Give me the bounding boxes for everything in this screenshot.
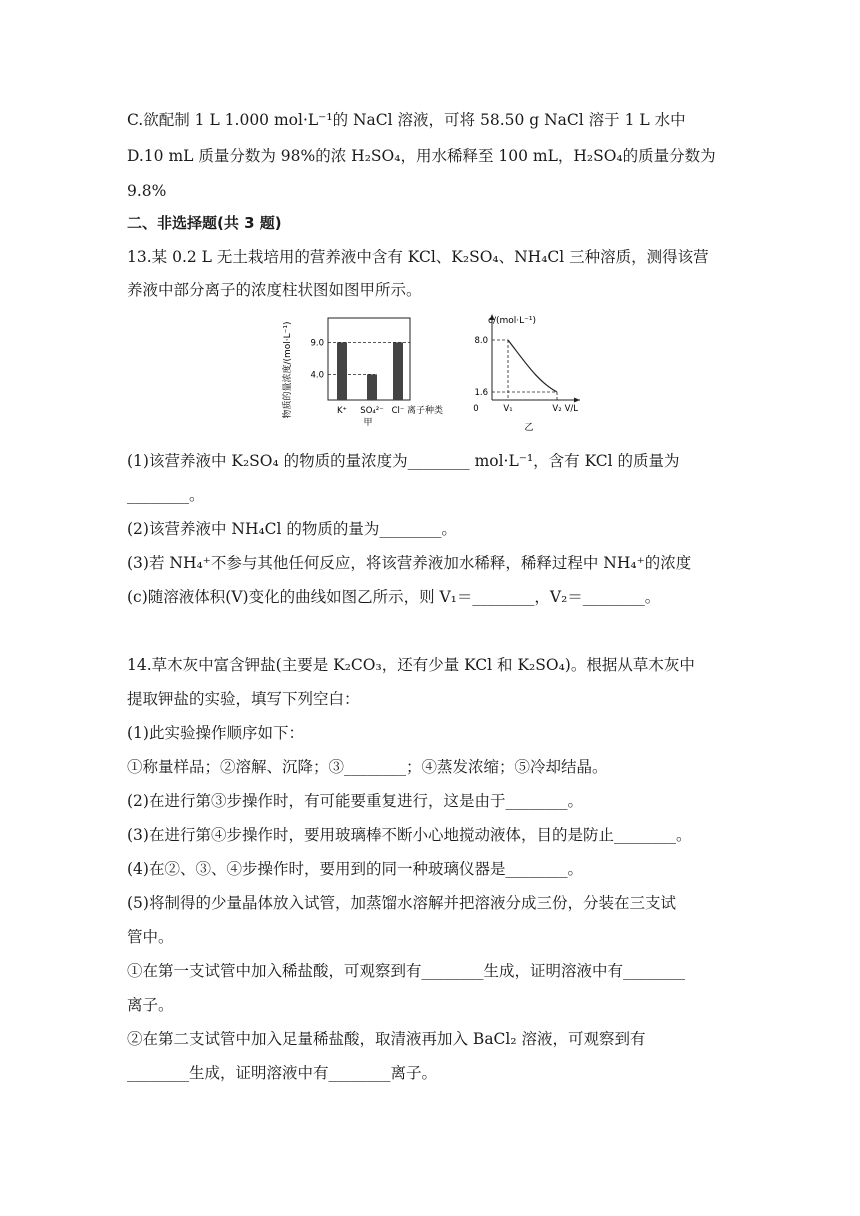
q13-stem-line2: 养液中部分离子的浓度柱状图如图甲所示。	[127, 281, 422, 299]
yi-origin: 0	[473, 404, 479, 414]
q14-stem-line1: 14.草木灰中富含钾盐(主要是 K₂CO₃，还有少量 KCl 和 K₂SO₄)。根据从草木灰中	[127, 656, 695, 674]
figure-svg	[280, 310, 580, 435]
curve-chart-yi	[473, 314, 580, 433]
jia-bar-2	[393, 342, 403, 400]
q13-stem-line1: 13.某 0.2 L 无土栽培用的营养液中含有 KCl、K₂SO₄、NH₄Cl 三种溶质，测得该营	[127, 248, 709, 266]
jia-category-label: SO₄²⁻	[360, 406, 384, 416]
jia-bar-1	[367, 374, 377, 400]
jia-category-label: K⁺	[336, 406, 348, 416]
option-d-line2: 9.8%	[127, 182, 167, 200]
q14-part4: (4)在②、③、④步操作时，要用到的同一种玻璃仪器是________。	[127, 860, 583, 878]
jia-category-label: Cl⁻	[391, 406, 405, 416]
yi-xtick-v1: V₁	[503, 404, 513, 414]
jia-ylabel: 物质的量浓度/(mol·L⁻¹)	[283, 321, 293, 419]
q14-part5-line1: (5)将制得的少量晶体放入试管，加蒸馏水溶解并把溶液分成三份，分装在三支试	[127, 894, 676, 912]
jia-xlabel: 离子种类	[406, 406, 444, 416]
q14-part3: (3)在进行第④步操作时，要用玻璃棒不断小心地搅动液体，目的是防止________。	[127, 826, 692, 844]
q13-part1-line1: (1)该营养液中 K₂SO₄ 的物质的量浓度为________ mol·L⁻¹，含有 KCl 的质量为	[127, 452, 680, 470]
yi-x-arrow	[574, 398, 580, 403]
q13-part3-line2: (c)随溶液体积(V)变化的曲线如图乙所示，则 V₁＝________，V₂＝________。	[127, 588, 661, 606]
q13-part1-line2: ________。	[127, 486, 205, 504]
option-d-line1: D.10 mL 质量分数为 98%的浓 H₂SO₄，用水稀释至 100 mL，H₂SO₄的质量分数为	[127, 147, 716, 165]
q14-part5-2-line1: ②在第二支试管中加入足量稀盐酸，取清液再加入 BaCl₂ 溶液，可观察到有	[127, 1030, 646, 1048]
q14-part5-1-line1: ①在第一支试管中加入稀盐酸，可观察到有________生成，证明溶液中有________	[127, 962, 686, 980]
bar-chart-jia	[281, 318, 443, 428]
jia-ytick-label: 9.0	[310, 338, 324, 349]
q14-part1: (1)此实验操作顺序如下：	[127, 724, 304, 742]
q14-part2: (2)在进行第③步操作时，有可能要重复进行，这是由于________。	[127, 792, 583, 810]
yi-xtick-v2: V₂	[552, 404, 562, 414]
q14-part5-2-line2: ________生成，证明溶液中有________离子。	[127, 1064, 438, 1082]
q14-part5-1-line2: 离子。	[127, 996, 174, 1014]
section-heading: 二、非选择题(共 3 题)	[127, 214, 282, 232]
q14-part5-line2: 管中。	[127, 928, 174, 946]
jia-bar-0	[337, 342, 347, 400]
jia-caption: 甲	[363, 418, 373, 428]
yi-caption: 乙	[524, 423, 534, 433]
yi-ytick-8: 8.0	[474, 336, 488, 346]
q13-figures	[280, 310, 580, 439]
jia-ytick-label: 4.0	[310, 370, 324, 381]
q13-part2: (2)该营养液中 NH₄Cl 的物质的量为________。	[127, 520, 457, 538]
q14-stem-line2: 提取钾盐的实验，填写下列空白：	[127, 690, 360, 708]
yi-ylabel: c/(mol·L⁻¹)	[488, 316, 537, 326]
option-c: C.欲配制 1 L 1.000 mol·L⁻¹的 NaCl 溶液，可将 58.50 g NaCl 溶于 1 L 水中	[127, 111, 686, 129]
q14-part1-steps: ①称量样品；②溶解、沉降；③________；④蒸发浓缩；⑤冷却结晶。	[127, 758, 608, 776]
yi-ytick-1.6: 1.6	[474, 388, 488, 398]
yi-xlabel: V/L	[564, 404, 578, 414]
q13-part3-line1: (3)若 NH₄⁺不参与其他任何反应，将该营养液加水稀释，稀释过程中 NH₄⁺的浓度	[127, 554, 692, 572]
yi-curve	[508, 340, 557, 392]
